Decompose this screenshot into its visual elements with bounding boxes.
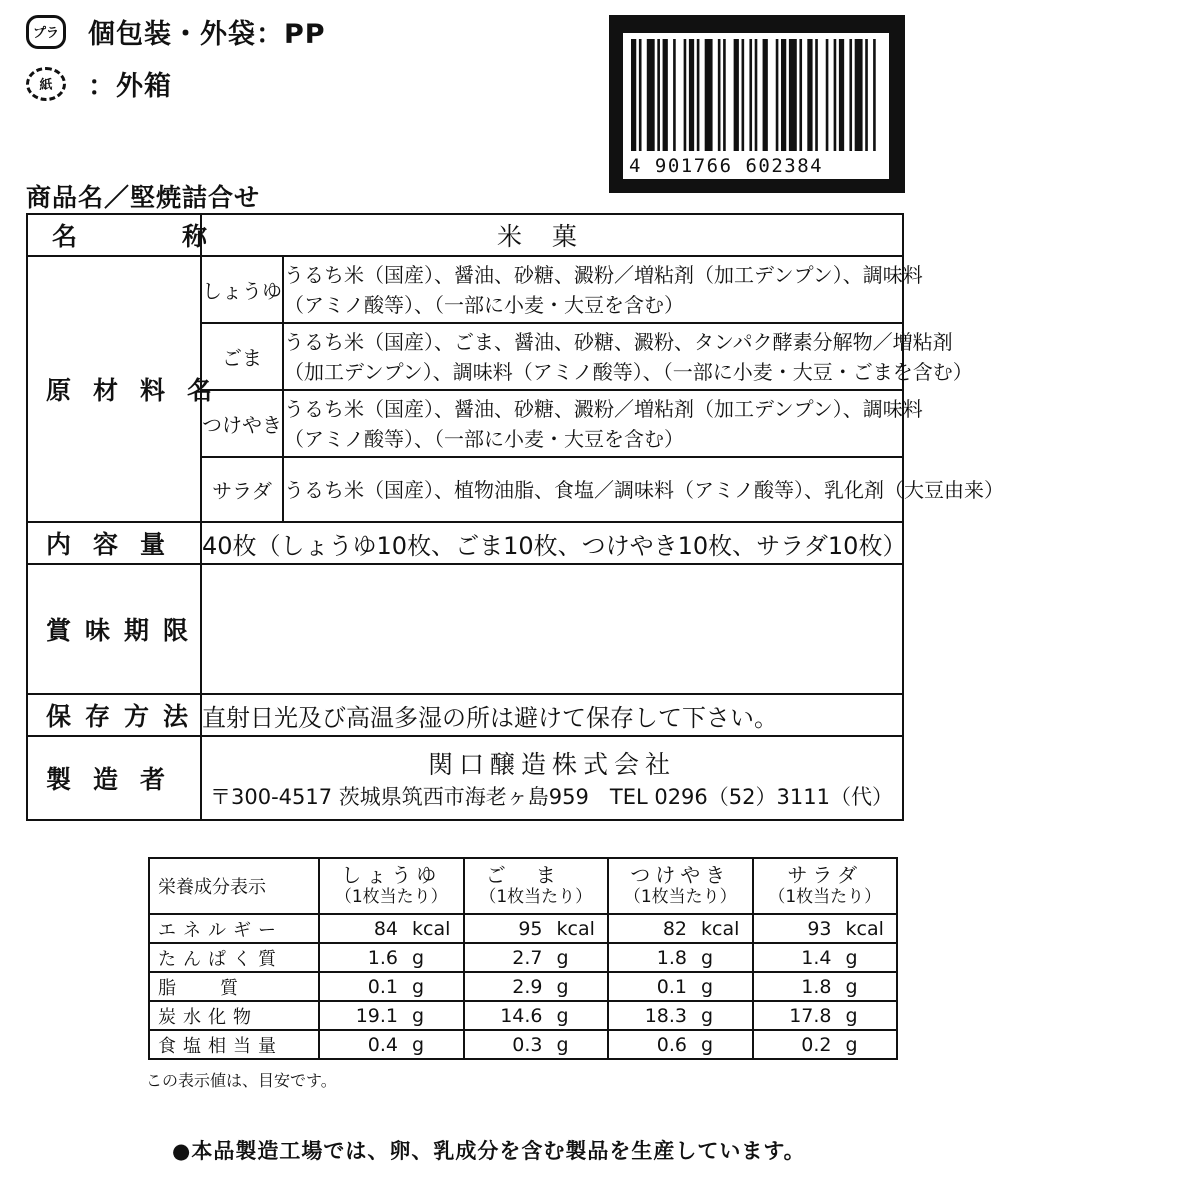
nutrition-value: 93 kcal <box>753 914 898 943</box>
nutrition-row-carbs <box>149 1001 897 1030</box>
nutrition-label: 炭水化物 <box>149 1001 319 1030</box>
nutrition-value: 0.1 g <box>608 972 753 1001</box>
ingredient-list-tsukeyaki: うるち米（国産）、醤油、砂糖、澱粉／増粘剤（加工デンプン）、調味料 （アミノ酸等）、（一部に小麦・大豆を含む） <box>283 390 903 457</box>
barcode-bar <box>815 39 818 151</box>
barcode-bar <box>799 39 802 151</box>
barcode-bar <box>697 39 700 151</box>
maker-address: 〒300-4517 茨城県筑西市海老ヶ島959 TEL 0296（52）3111（代） <box>210 785 893 809</box>
nutrition-value: 0.6 g <box>608 1030 753 1059</box>
barcode-bar <box>734 39 739 151</box>
maker-header: 製造者 <box>27 736 201 820</box>
nutrition-row-fat <box>149 972 897 1001</box>
nutrition-value: 19.1 g <box>319 1001 464 1030</box>
nutrition-value: 18.3 g <box>608 1001 753 1030</box>
nutrition-value: 82 kcal <box>608 914 753 943</box>
plastic-recycle-icon: プラ <box>26 15 66 49</box>
nutrition-col-tsukeyaki: つけやき （1枚当たり） <box>608 858 753 914</box>
name-value: 米菓 <box>201 214 903 256</box>
barcode-bar <box>776 39 779 151</box>
barcode-bar <box>663 39 668 151</box>
barcode-bar <box>631 39 636 151</box>
barcode-bar <box>781 39 786 151</box>
maker-info <box>201 736 903 820</box>
barcode <box>609 15 905 193</box>
barcode-bar <box>657 39 660 151</box>
nutrition-value: 0.2 g <box>753 1030 898 1059</box>
contents-value: 40枚（しょうゆ10枚、ごま10枚、つけやき10枚、サラダ10枚） <box>201 522 903 564</box>
expiry-value <box>201 564 903 694</box>
contents-header: 内容量 <box>27 522 201 564</box>
nutrition-value: 14.6 g <box>464 1001 609 1030</box>
ingredient-type-goma: ごま <box>201 323 283 390</box>
nutrition-label: 食塩相当量 <box>149 1030 319 1059</box>
barcode-bar <box>834 39 837 151</box>
recycle-paper-text: ：外箱 <box>88 71 172 102</box>
barcode-bar <box>647 39 655 151</box>
nutrition-table <box>148 857 898 1060</box>
nutrition-value: 17.8 g <box>753 1001 898 1030</box>
label-table <box>26 213 1004 821</box>
nutrition-row-energy <box>149 914 897 943</box>
ingredient-list-salad: うるち米（国産）、植物油脂、食塩／調味料（アミノ酸等）、乳化剤（大豆由来） <box>283 457 903 522</box>
nutrition-value: 1.6 g <box>319 943 464 972</box>
barcode-bar <box>826 39 829 151</box>
ingredient-list-goma: うるち米（国産）、ごま、醤油、砂糖、澱粉、タンパク酵素分解物／増粘剤 （加工デンプン）、調味料（アミノ酸等）、（一部に小麦・大豆・ごまを含む） <box>283 323 903 390</box>
storage-header: 保存方法 <box>27 694 201 736</box>
barcode-bar <box>855 39 863 151</box>
nutrition-value: 2.9 g <box>464 972 609 1001</box>
barcode-bar <box>865 39 868 151</box>
barcode-bar <box>723 39 726 151</box>
nutrition-row-salt <box>149 1030 897 1059</box>
expiry-header: 賞味期限 <box>27 564 201 694</box>
barcode-bars <box>631 39 881 151</box>
product-title: 商品名／堅焼詰合せ <box>26 183 261 212</box>
nutrition-col-shoyu: しょうゆ （1枚当たり） <box>319 858 464 914</box>
barcode-bar <box>718 39 721 151</box>
barcode-bar <box>705 39 713 151</box>
barcode-bar <box>839 39 844 151</box>
recycle-pla-text: 個包装・外袋：PP <box>88 19 326 50</box>
ingredients-header: 原材料名 <box>27 256 201 522</box>
nutrition-value: 95 kcal <box>464 914 609 943</box>
nutrition-label: エネルギー <box>149 914 319 943</box>
nutrition-value: 1.8 g <box>753 972 898 1001</box>
ingredient-type-tsukeyaki: つけやき <box>201 390 283 457</box>
paper-recycle-icon: 紙 <box>26 67 66 101</box>
nutrition-note: この表示値は、目安です。 <box>146 1071 337 1090</box>
nutrition-value: 0.3 g <box>464 1030 609 1059</box>
barcode-bar <box>742 39 745 151</box>
nutrition-label: たんぱく質 <box>149 943 319 972</box>
name-header: 名 称 <box>27 214 201 256</box>
nutrition-label: 脂質 <box>149 972 319 1001</box>
ingredient-type-salad: サラダ <box>201 457 283 522</box>
barcode-bar <box>807 39 812 151</box>
nutrition-value: 0.4 g <box>319 1030 464 1059</box>
recycle-paper-row <box>26 64 172 103</box>
barcode-bar <box>684 39 687 151</box>
nutrition-row-protein <box>149 943 897 972</box>
ingredient-list-shoyu: うるち米（国産）、醤油、砂糖、澱粉／増粘剤（加工デンプン）、調味料 （アミノ酸等）、（一部に小麦・大豆を含む） <box>283 256 903 323</box>
barcode-bar <box>789 39 797 151</box>
nutrition-value: 1.8 g <box>608 943 753 972</box>
nutrition-value: 2.7 g <box>464 943 609 972</box>
allergen-footer: ●本品製造工場では、卵、乳成分を含む製品を生産しています。 <box>172 1139 806 1163</box>
barcode-bar <box>639 39 642 151</box>
nutrition-value: 1.4 g <box>753 943 898 972</box>
maker-name: 関口醸造株式会社 <box>427 750 676 779</box>
barcode-bar <box>689 39 694 151</box>
nutrition-value: 0.1 g <box>319 972 464 1001</box>
recycle-pla-row <box>26 12 326 51</box>
barcode-bar <box>873 39 876 151</box>
barcode-bar <box>749 39 752 151</box>
ingredient-type-shoyu: しょうゆ <box>201 256 283 323</box>
nutrition-title: 栄養成分表示 <box>149 858 319 914</box>
barcode-digits: 4 901766 602384 <box>629 155 824 177</box>
barcode-bar <box>755 39 758 151</box>
storage-value: 直射日光及び高温多湿の所は避けて保存して下さい。 <box>201 694 903 736</box>
nutrition-col-salad: サラダ （1枚当たり） <box>753 858 898 914</box>
barcode-bar <box>763 39 768 151</box>
barcode-bar <box>849 39 852 151</box>
nutrition-value: 84 kcal <box>319 914 464 943</box>
nutrition-col-goma: ごま （1枚当たり） <box>464 858 609 914</box>
barcode-bar <box>673 39 676 151</box>
